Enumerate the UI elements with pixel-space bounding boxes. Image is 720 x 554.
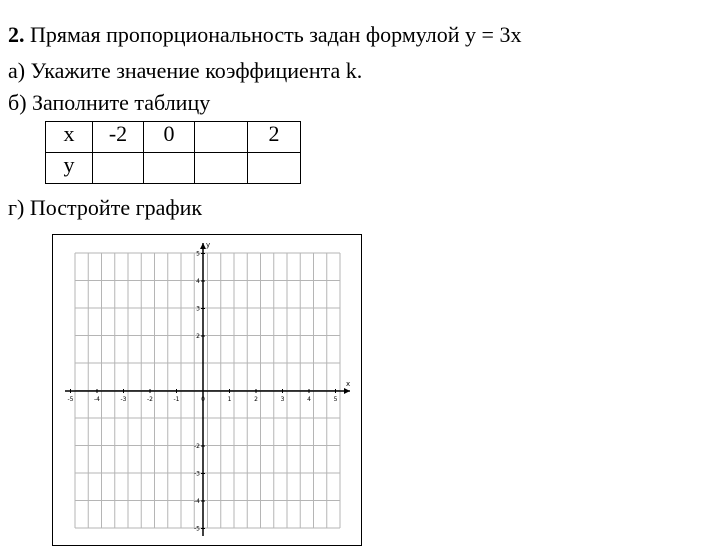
y-tick-label: -5: [194, 525, 200, 533]
x-axis-arrow-icon: [344, 388, 350, 394]
table-cell: 2: [248, 122, 301, 153]
table-cell: [144, 153, 195, 184]
x-tick-label: 2: [254, 396, 258, 403]
values-table: [45, 121, 301, 184]
x-axis-label: x: [346, 380, 351, 388]
y-axis-label: y: [206, 241, 211, 249]
task-number: 2.: [8, 22, 25, 47]
task-title-line: [8, 22, 521, 48]
x-tick-label: -5: [67, 396, 74, 403]
y-tick-label: -3: [194, 470, 200, 478]
y-tick-label: 3: [196, 305, 200, 313]
x-tick-label: 1: [227, 396, 232, 403]
table-cell: [195, 153, 248, 184]
table-row-x: [46, 122, 301, 153]
y-tick-label: 2: [196, 333, 200, 340]
table-cell: [93, 153, 144, 184]
task-statement: Прямая пропорциональность задан формулой y = 3x: [30, 22, 522, 47]
x-tick-label: -3: [120, 396, 127, 403]
x-tick-label: -2: [147, 396, 153, 403]
graph-frame: [52, 234, 362, 546]
table-row-y: [46, 153, 301, 184]
table-cell: 0: [144, 122, 195, 153]
row-label-y: y: [46, 153, 93, 184]
x-tick-label: 5: [333, 396, 338, 403]
y-tick-label: 4: [196, 278, 200, 285]
x-tick-label: -4: [94, 396, 100, 403]
table-cell: [195, 122, 248, 153]
part-b: б) Заполните таблицу: [8, 90, 211, 115]
part-a: а) Укажите значение коэффициента k.: [8, 58, 363, 83]
y-tick-label: 5: [196, 250, 200, 258]
y-tick-label: -2: [194, 443, 200, 450]
x-tick-label: 0: [201, 396, 205, 403]
x-tick-label: -1: [173, 396, 180, 403]
x-tick-label: 3: [280, 396, 285, 403]
part-g: г) Постройте график: [8, 195, 203, 220]
row-label-x: x: [46, 122, 93, 153]
table-cell: -2: [93, 122, 144, 153]
y-tick-label: -4: [194, 498, 200, 505]
table-cell: [248, 153, 301, 184]
x-tick-label: 4: [307, 396, 311, 403]
coordinate-grid: [53, 235, 360, 544]
